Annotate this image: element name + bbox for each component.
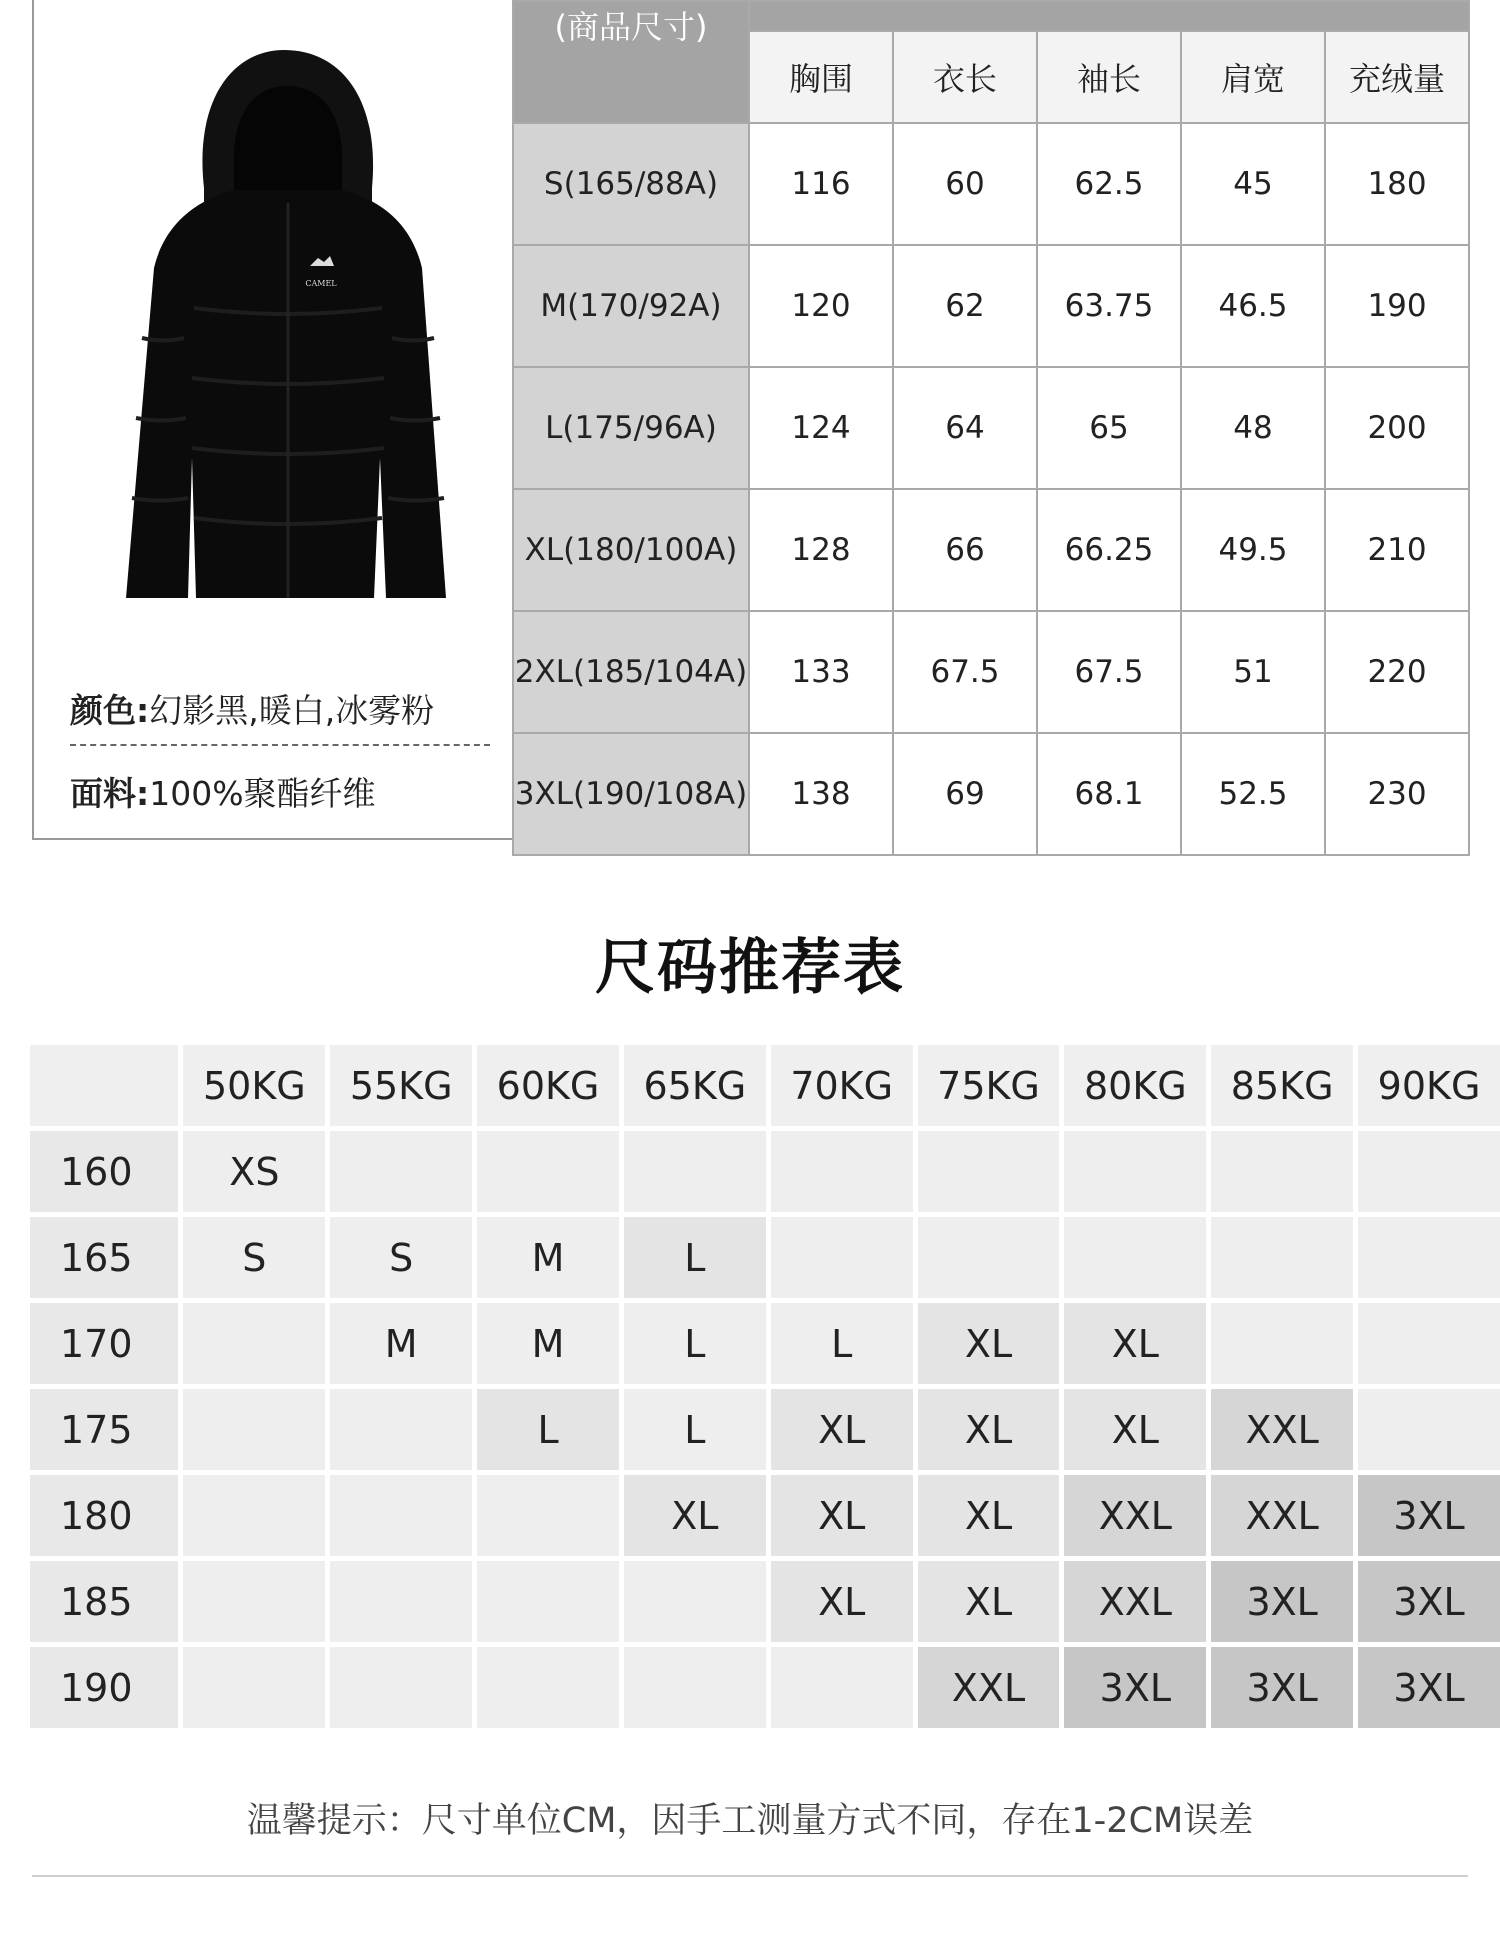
recommended-size-cell: L xyxy=(771,1303,913,1384)
recommended-size-cell xyxy=(330,1475,472,1556)
size-value-cell: 60 xyxy=(893,123,1037,245)
size-label: M(170/92A) xyxy=(513,245,749,367)
size-value-cell: 63.75 xyxy=(1037,245,1181,367)
size-value-cell: 180 xyxy=(1325,123,1469,245)
height-label: 190 xyxy=(30,1647,178,1728)
recommended-size-cell xyxy=(918,1217,1060,1298)
size-value-cell: 120 xyxy=(749,245,893,367)
recommended-size-cell: XL xyxy=(624,1475,766,1556)
recommendation-title: 尺码推荐表 xyxy=(595,933,905,1003)
color-label: 颜色: xyxy=(70,691,150,730)
size-row xyxy=(513,611,1469,733)
recommended-size-cell: 3XL xyxy=(1211,1647,1353,1728)
recommended-size-cell: XXL xyxy=(918,1647,1060,1728)
recommended-size-cell: XXL xyxy=(1211,1389,1353,1470)
weight-header: 65KG xyxy=(624,1045,766,1126)
size-value-cell: 116 xyxy=(749,123,893,245)
size-row xyxy=(513,489,1469,611)
recommended-size-cell: L xyxy=(477,1389,619,1470)
recommended-size-cell: M xyxy=(477,1217,619,1298)
recommended-size-cell: XL xyxy=(771,1561,913,1642)
recommended-size-cell: 3XL xyxy=(1211,1561,1353,1642)
size-table-body xyxy=(513,123,1469,855)
size-caption: (商品尺寸) xyxy=(513,1,749,123)
recommendation-table-body xyxy=(30,1045,1500,1728)
size-label: XL(180/100A) xyxy=(513,489,749,611)
recommended-size-cell xyxy=(1358,1389,1500,1470)
weight-header: 50KG xyxy=(183,1045,325,1126)
recommended-size-cell xyxy=(624,1647,766,1728)
height-label: 180 xyxy=(30,1475,178,1556)
color-info xyxy=(70,685,434,732)
recommended-size-cell xyxy=(1358,1303,1500,1384)
size-column-header: 胸围 xyxy=(749,31,893,123)
recommended-size-cell: M xyxy=(330,1303,472,1384)
weight-header: 80KG xyxy=(1064,1045,1206,1126)
product-size-table xyxy=(512,0,1468,838)
size-row xyxy=(513,367,1469,489)
recommended-size-cell: XS xyxy=(183,1131,325,1212)
recommended-size-cell xyxy=(771,1131,913,1212)
recommended-size-cell: S xyxy=(183,1217,325,1298)
weight-header: 85KG xyxy=(1211,1045,1353,1126)
recommended-size-cell: XXL xyxy=(1064,1475,1206,1556)
size-column-header: 衣长 xyxy=(893,31,1037,123)
recommended-size-cell xyxy=(477,1131,619,1212)
height-label: 170 xyxy=(30,1303,178,1384)
size-value-cell: 128 xyxy=(749,489,893,611)
brand-logo-text: CAMEL xyxy=(305,279,337,288)
recommended-size-cell xyxy=(183,1475,325,1556)
recommended-size-cell: XL xyxy=(771,1475,913,1556)
recommended-size-cell: XL xyxy=(918,1303,1060,1384)
size-column-header: 充绒量 xyxy=(1325,31,1469,123)
size-value-cell: 230 xyxy=(1325,733,1469,855)
size-value-cell: 67.5 xyxy=(893,611,1037,733)
size-value-cell: 190 xyxy=(1325,245,1469,367)
size-value-cell: 52.5 xyxy=(1181,733,1325,855)
recommended-size-cell xyxy=(1211,1131,1353,1212)
recommended-size-cell xyxy=(477,1647,619,1728)
recommended-size-cell: S xyxy=(330,1217,472,1298)
size-value-cell: 62 xyxy=(893,245,1037,367)
weight-header-row xyxy=(30,1045,1500,1126)
fabric-label: 面料: xyxy=(70,774,150,813)
size-value-cell: 210 xyxy=(1325,489,1469,611)
weight-header: 60KG xyxy=(477,1045,619,1126)
size-value-cell: 64 xyxy=(893,367,1037,489)
recommended-size-cell: 3XL xyxy=(1358,1475,1500,1556)
size-value-cell: 69 xyxy=(893,733,1037,855)
size-value-cell: 45 xyxy=(1181,123,1325,245)
measurement-tip: 温馨提示：尺寸单位CM，因手工测量方式不同，存在1-2CM误差 xyxy=(246,1801,1254,1841)
height-label: 165 xyxy=(30,1217,178,1298)
size-value-cell: 48 xyxy=(1181,367,1325,489)
recommendation-row xyxy=(30,1303,1500,1384)
recommended-size-cell: XL xyxy=(771,1389,913,1470)
size-value-cell: 66.25 xyxy=(1037,489,1181,611)
size-value-cell: 133 xyxy=(749,611,893,733)
recommended-size-cell xyxy=(1358,1131,1500,1212)
recommended-size-cell xyxy=(1064,1131,1206,1212)
recommended-size-cell: XXL xyxy=(1211,1475,1353,1556)
recommendation-row xyxy=(30,1217,1500,1298)
recommended-size-cell xyxy=(330,1131,472,1212)
recommended-size-cell xyxy=(330,1389,472,1470)
recommended-size-cell: L xyxy=(624,1217,766,1298)
size-value-cell: 200 xyxy=(1325,367,1469,489)
recommended-size-cell: XL xyxy=(918,1561,1060,1642)
height-label: 185 xyxy=(30,1561,178,1642)
size-row xyxy=(513,245,1469,367)
fabric-info xyxy=(70,768,376,815)
recommended-size-cell: XL xyxy=(1064,1389,1206,1470)
recommended-size-cell xyxy=(477,1475,619,1556)
weight-header: 70KG xyxy=(771,1045,913,1126)
recommended-size-cell xyxy=(183,1647,325,1728)
recommended-size-cell xyxy=(1211,1303,1353,1384)
info-divider xyxy=(70,744,490,746)
product-panel xyxy=(34,0,512,838)
size-value-cell: 65 xyxy=(1037,367,1181,489)
size-value-cell: 67.5 xyxy=(1037,611,1181,733)
recommended-size-cell: L xyxy=(624,1303,766,1384)
size-label: S(165/88A) xyxy=(513,123,749,245)
recommended-size-cell xyxy=(624,1561,766,1642)
weight-header: 75KG xyxy=(918,1045,1060,1126)
height-label: 160 xyxy=(30,1131,178,1212)
size-column-header: 袖长 xyxy=(1037,31,1181,123)
size-chart-section xyxy=(32,0,1468,840)
size-value-cell: 66 xyxy=(893,489,1037,611)
size-value-cell: 46.5 xyxy=(1181,245,1325,367)
recommended-size-cell xyxy=(330,1647,472,1728)
recommended-size-cell xyxy=(771,1647,913,1728)
recommended-size-cell: XXL xyxy=(1064,1561,1206,1642)
recommended-size-cell: 3XL xyxy=(1064,1647,1206,1728)
recommended-size-cell xyxy=(477,1561,619,1642)
jacket-image xyxy=(84,38,474,618)
recommended-size-cell: XL xyxy=(918,1475,1060,1556)
size-column-header: 肩宽 xyxy=(1181,31,1325,123)
size-value-cell: 62.5 xyxy=(1037,123,1181,245)
size-label: L(175/96A) xyxy=(513,367,749,489)
recommendation-row xyxy=(30,1475,1500,1556)
recommendation-table xyxy=(30,1045,1500,1728)
size-row xyxy=(513,733,1469,855)
recommended-size-cell: L xyxy=(624,1389,766,1470)
size-row xyxy=(513,123,1469,245)
recommendation-row xyxy=(30,1561,1500,1642)
recommended-size-cell xyxy=(183,1389,325,1470)
recommended-size-cell: XL xyxy=(918,1389,1060,1470)
recommended-size-cell: XL xyxy=(1064,1303,1206,1384)
fabric-value: 100%聚酯纤维 xyxy=(149,774,376,813)
header-corner-cell xyxy=(30,1045,178,1126)
recommended-size-cell xyxy=(771,1217,913,1298)
recommended-size-cell: 3XL xyxy=(1358,1647,1500,1728)
size-value-cell: 51 xyxy=(1181,611,1325,733)
weight-header: 55KG xyxy=(330,1045,472,1126)
color-value: 幻影黑,暖白,冰雾粉 xyxy=(149,691,435,730)
recommended-size-cell xyxy=(624,1131,766,1212)
size-value-cell: 220 xyxy=(1325,611,1469,733)
recommendation-row xyxy=(30,1131,1500,1212)
weight-header: 90KG xyxy=(1358,1045,1500,1126)
size-value-cell: 124 xyxy=(749,367,893,489)
recommended-size-cell xyxy=(330,1561,472,1642)
size-label: 2XL(185/104A) xyxy=(513,611,749,733)
bottom-divider xyxy=(32,1875,1468,1877)
recommendation-row xyxy=(30,1389,1500,1470)
recommended-size-cell xyxy=(918,1131,1060,1212)
size-value-cell: 138 xyxy=(749,733,893,855)
size-value-cell: 68.1 xyxy=(1037,733,1181,855)
table-banner xyxy=(749,1,1469,31)
size-value-cell: 49.5 xyxy=(1181,489,1325,611)
recommended-size-cell: M xyxy=(477,1303,619,1384)
size-label: 3XL(190/108A) xyxy=(513,733,749,855)
recommended-size-cell xyxy=(1064,1217,1206,1298)
recommended-size-cell: 3XL xyxy=(1358,1561,1500,1642)
recommendation-row xyxy=(30,1647,1500,1728)
recommended-size-cell xyxy=(183,1561,325,1642)
height-label: 175 xyxy=(30,1389,178,1470)
recommended-size-cell xyxy=(1211,1217,1353,1298)
recommended-size-cell xyxy=(1358,1217,1500,1298)
recommended-size-cell xyxy=(183,1303,325,1384)
